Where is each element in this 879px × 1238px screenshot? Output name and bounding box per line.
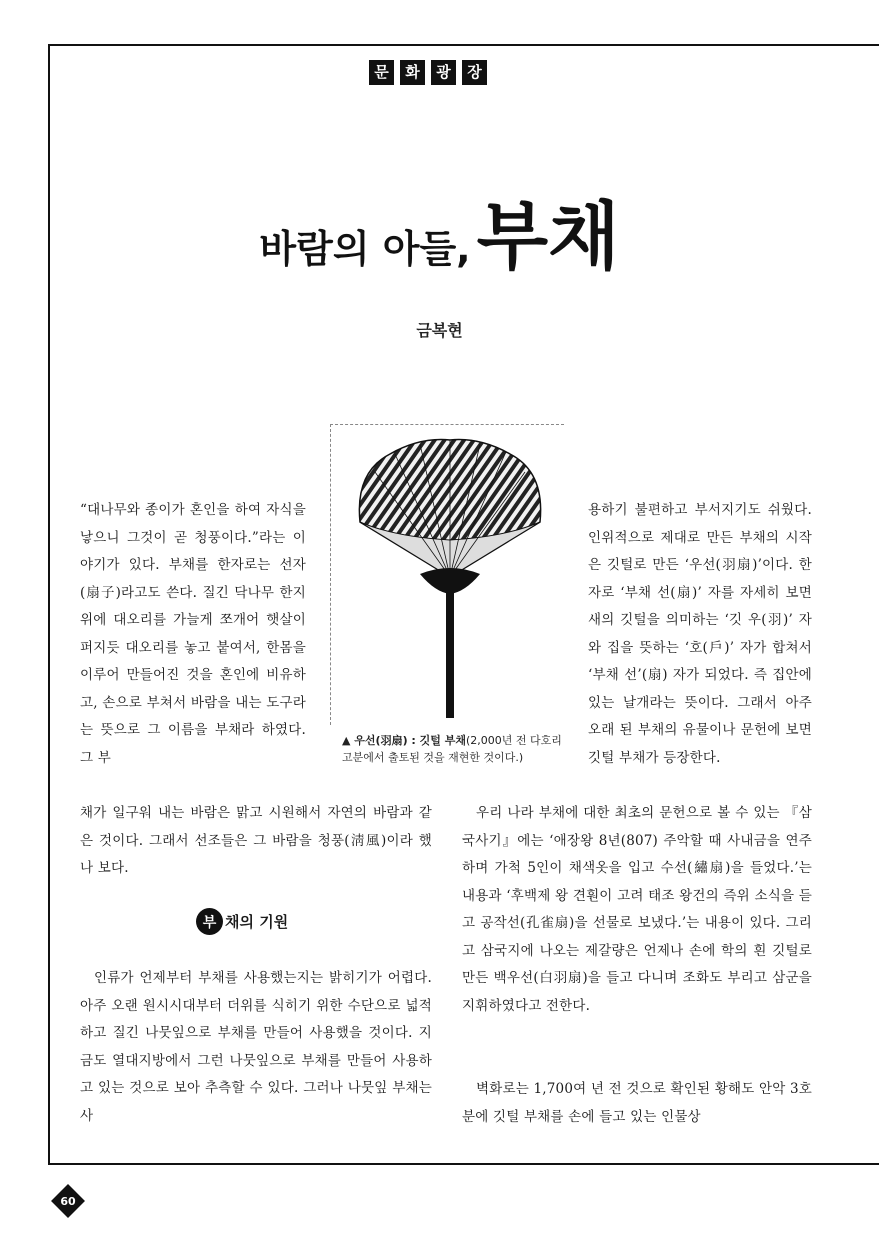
- frame-top-rule: [48, 44, 879, 46]
- body-paragraph: 인류가 언제부터 부채를 사용했는지는 밝히기가 어렵다. 아주 오랜 원시시대부터 더위를 식히기 위한 수단으로 넓적하고 질긴 나뭇잎으로 부채를 만들어 사용했을 것이다. 지금도 열대지방에서 그런 나뭇잎으로 부채를 만들어 사용하고 있는 것으로 보아 추측할 수 있다. 그러나 나뭇잎 부채는 사: [80, 970, 432, 1124]
- figure-caption: [342, 732, 564, 766]
- title-emphasis: 부채: [476, 194, 620, 280]
- author-name: 금복현: [416, 321, 463, 340]
- body-paragraph: “대나무와 종이가 혼인을 하여 자식을 낳으니 그것이 곧 청풍이다.”라는 이야기가 있다. 부채를 한자로는 선자(扇子)라고도 쓴다. 질긴 닥나무 한지 위에 대오리를 가늘게 쪼개어 햇살이 퍼지듯 대오리를 놓고 붙여서, 한몸을 이루어 만들어진 것을 혼인에 비유하고, 손으로 부쳐서 바람을 내는 도구라는 뜻으로 그 이름을 부채라 하였다. 그 부: [80, 502, 306, 766]
- section-tag-char: 화: [400, 60, 425, 85]
- frame-bottom-rule: [48, 1163, 879, 1165]
- subheading-text: 채의 기원: [225, 913, 289, 931]
- body-paragraph: 벽화로는 1,700여 년 전 것으로 확인된 황해도 안악 3호분에 깃털 부채를 손에 들고 있는 인물상: [462, 1081, 812, 1125]
- caption-title: ▲ 우선(羽扇) : 깃털 부채: [342, 734, 466, 747]
- article-title: [0, 178, 879, 284]
- body-paragraph: 채가 일구워 내는 바람은 맑고 시원해서 자연의 바람과 같은 것이다. 그래서 선조들은 그 바람을 청풍(淸風)이라 했나 보다.: [80, 805, 432, 876]
- body-paragraph: 용하기 불편하고 부서지기도 쉬웠다. 인위적으로 제대로 만든 부채의 시작은 깃털로 만든 ‘우선(羽扇)’이다. 한자로 ‘부채 선(扇)’ 자를 자세히 보면 새의 깃털을 의미하는 ‘깃 우(羽)’ 자와 집을 뜻하는 ‘호(戶)’ 자가 합쳐서 ‘부채 선’(扇) 자가 되었다. 즉 집안에 있는 날개라는 뜻이다. 그래서 아주 오래 된 부채의 유물이나 문헌에 보면 깃털 부채가 등장한다.: [588, 502, 812, 766]
- title-main: 바람의 아들,: [259, 227, 471, 271]
- section-tag: [369, 60, 487, 85]
- section-tag-char: 장: [462, 60, 487, 85]
- feather-fan-illustration: [350, 432, 550, 722]
- subheading-badge: 부: [196, 908, 223, 935]
- page-number: [51, 1184, 85, 1218]
- section-tag-char: 광: [431, 60, 456, 85]
- page-number-text: 60: [60, 1194, 76, 1208]
- body-paragraph: 우리 나라 부채에 대한 최초의 문헌으로 볼 수 있는 『삼국사기』에는 ‘애장왕 8년(807) 주악할 때 사내금을 연주하며 가척 5인이 채색옷을 입고 수선(繡扇)을 들었다.’는 내용과 ‘후백제 왕 견훤이 고려 태조 왕건의 즉위 소식을 듣고 공작선(孔雀扇)을 선물로 보냈다.’는 내용이 있다. 그리고 삼국지에 나오는 제갈량은 언제나 손에 학의 흰 깃털로 만든 백우선(白羽扇)을 들고 다니며 조화도 부리고 삼군을 지휘하였다고 전한다.: [462, 805, 812, 1014]
- section-tag-char: 문: [369, 60, 394, 85]
- subheading-origin: [196, 908, 288, 935]
- caption-text: (2,000년 전 다호리 고분에서 출토된 것을 재현한 것이다.): [342, 734, 562, 764]
